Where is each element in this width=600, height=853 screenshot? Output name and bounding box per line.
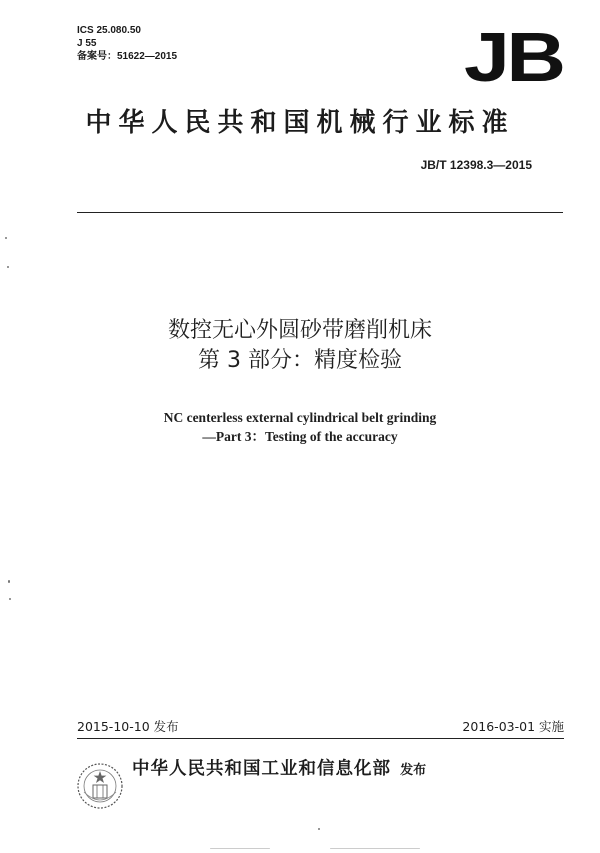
issuer-name: 中华人民共和国工业和信息化部 bbox=[132, 759, 391, 779]
bottom-divider bbox=[77, 738, 564, 739]
classification-block bbox=[77, 24, 177, 63]
ministry-seal-icon bbox=[76, 762, 124, 810]
jb-logo: JB bbox=[463, 18, 562, 96]
scan-speck bbox=[330, 848, 420, 849]
implementation-date: 2016-03-01 实施 bbox=[462, 719, 564, 734]
english-title-line1: NC centerless external cylindrical belt grinding bbox=[163, 410, 437, 425]
issuer-suffix: 发布 bbox=[400, 763, 427, 778]
chinese-title-line2: 第 3 部分：精度检验 bbox=[198, 348, 402, 373]
standard-number: JB/T 12398.3—2015 bbox=[420, 158, 532, 172]
scan-speck bbox=[7, 266, 9, 268]
top-divider bbox=[77, 212, 563, 213]
ccs-code: J 55 bbox=[77, 38, 97, 49]
scan-speck bbox=[318, 828, 320, 830]
scan-speck bbox=[9, 598, 11, 600]
publish-date: 2015-10-10 发布 bbox=[77, 719, 179, 734]
scan-speck bbox=[8, 580, 10, 583]
organization-title: 中华人民共和国机械行业标准 bbox=[85, 108, 515, 138]
english-title bbox=[0, 408, 600, 446]
record-number: 备案号：51622—2015 bbox=[77, 51, 178, 62]
ics-code: ICS 25.080.50 bbox=[77, 25, 141, 36]
scan-speck bbox=[210, 848, 270, 849]
scan-speck bbox=[5, 237, 7, 239]
issuing-authority bbox=[132, 755, 426, 780]
chinese-title-line1: 数控无心外圆砂带磨削机床 bbox=[167, 318, 432, 343]
chinese-title bbox=[0, 316, 600, 376]
english-title-line2: —Part 3：Testing of the accuracy bbox=[202, 429, 398, 444]
